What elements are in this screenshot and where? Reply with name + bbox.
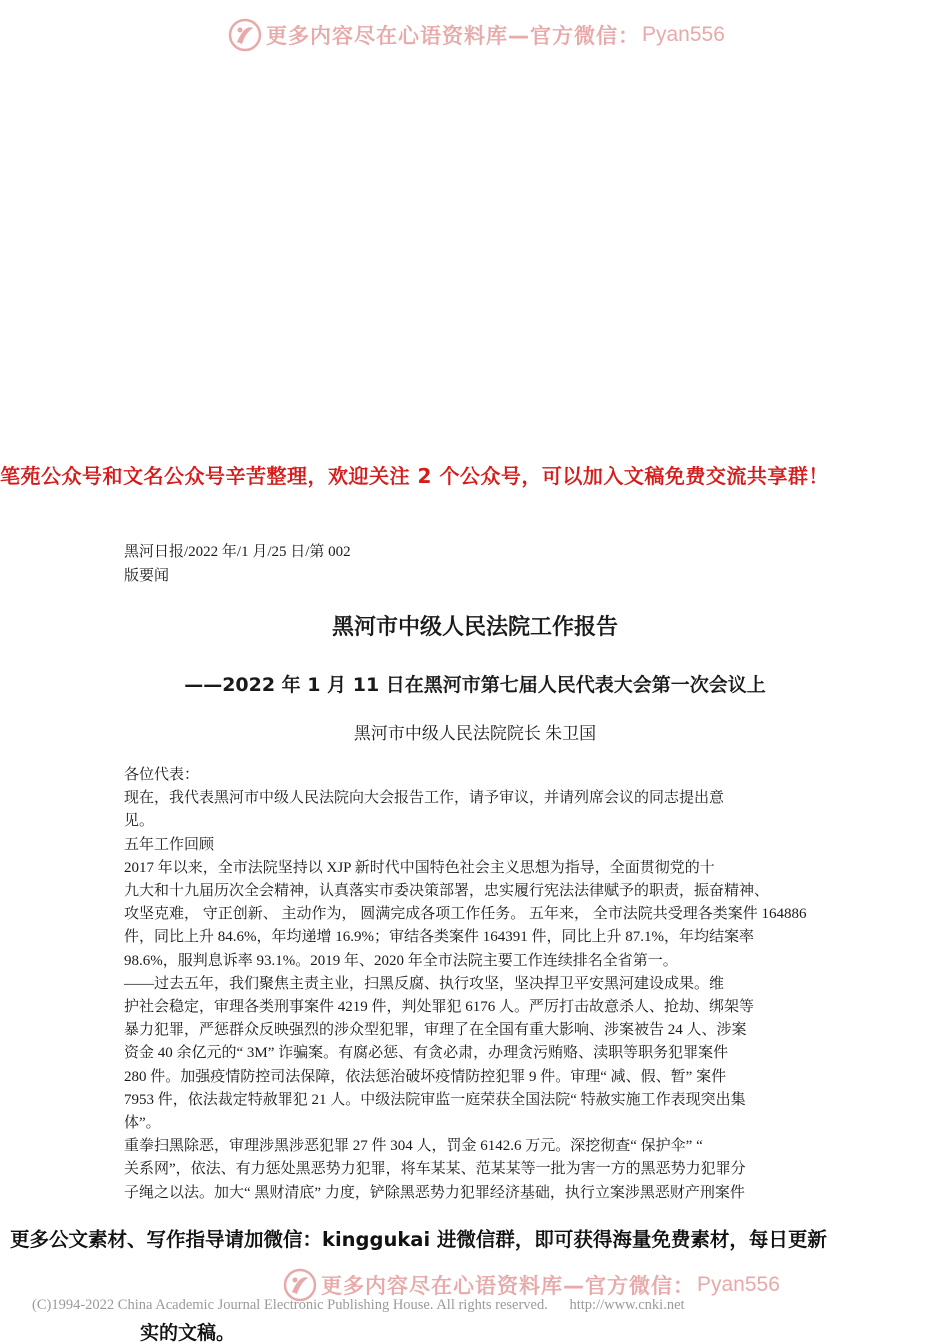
body-line: 资金 40 余亿元的“ 3M” 诈骗案。有腐必惩、有贪必肃，办理贪污贿赂、渎职等职务犯罪案件 bbox=[124, 1045, 729, 1062]
watermark-top bbox=[228, 18, 725, 52]
body-line: 重拳扫黑除恶，审理涉黑涉恶犯罪 27 件 304 人，罚金 6142.6 万元。深挖彻查“ 保护伞” “ bbox=[124, 1138, 703, 1155]
copyright-url: http://www.cnki.net bbox=[569, 1297, 685, 1313]
body-line: ——过去五年，我们聚焦主责主业，扫黑反腐、执行攻坚，坚决捍卫平安黑河建设成果。维 bbox=[124, 975, 725, 992]
promo-banner-bottom: 更多公文素材、写作指导请加微信：kinggukai 进微信群，即可获得海量免费素材，每日更新 bbox=[0, 1224, 950, 1260]
cut-off-text: 实的文稿。 bbox=[140, 1322, 236, 1344]
source-line-1: 黑河日报/2022 年/1 月/25 日/第 002 bbox=[124, 544, 351, 560]
copyright-text: (C)1994-2022 China Academic Journal Electronic Publishing House. All rights reserved. bbox=[32, 1297, 548, 1313]
body-line: 现在，我代表黑河市中级人民法院向大会报告工作，请予审议，并请列席会议的同志提出意 bbox=[124, 790, 725, 807]
report-body bbox=[124, 764, 844, 1205]
body-line: 九大和十九届历次全会精神，认真落实市委决策部署，忠实履行宪法法律赋予的职责，振奋精神、 bbox=[124, 883, 770, 900]
author-line: 黑河市中级人民法院院长 朱卫国 bbox=[353, 724, 597, 743]
body-line: 7953 件，依法裁定特赦罪犯 21 人。中级法院审监一庭荣获全国法院“ 特赦实施工作表现突出集 bbox=[124, 1091, 746, 1108]
source-line-2: 版要闻 bbox=[124, 568, 170, 584]
body-line: 98.6%，服判息诉率 93.1%。2019 年、2020 年全市法院主要工作连续排名全省第一。 bbox=[124, 952, 678, 969]
watermark-wechat-id: Pyan556 bbox=[697, 1273, 780, 1296]
body-line: 件，同比上升 84.6%，年均递增 16.9%；审结各类案件 164391 件，同比上升 87.1%，年均结案率 bbox=[124, 929, 754, 946]
page-subtitle: ——2022 年 1 月 11 日在黑河市第七届人民代表大会第一次会议上 bbox=[184, 674, 766, 696]
body-line: 280 件。加强疫情防控司法保障，依法惩治破坏疫情防控犯罪 9 件。审理“ 减、假、暂” 案件 bbox=[124, 1068, 727, 1085]
promo-banner-top: 笔苑公众号和文名公众号辛苦整理，欢迎关注 2 个公众号，可以加入文稿免费交流共享群！ bbox=[0, 464, 829, 488]
body-line: 体”。 bbox=[124, 1115, 161, 1132]
body-line: 暴力犯罪，严惩群众反映强烈的涉众型犯罪，审理了在全国有重大影响、涉案被告 24 人、涉案 bbox=[124, 1022, 747, 1039]
copyright-footer bbox=[32, 1297, 685, 1314]
body-line: 关系网”，依法、有力惩处黑恶势力犯罪，将车某某、范某某等一批为害一方的黑恶势力犯罪分 bbox=[124, 1161, 746, 1178]
watermark-text: 更多内容尽在心语资料库—官方微信： bbox=[266, 24, 640, 48]
body-line: 攻坚克难， 守正创新、 主动作为， 圆满完成各项工作任务。 五年来， 全市法院共受理各类案件 164886 bbox=[124, 906, 807, 923]
body-line: 子绳之以法。加大“ 黑财清底” 力度，铲除黑恶势力犯罪经济基础，执行立案涉黑恶财产刑案件 bbox=[124, 1184, 745, 1201]
watermark-wechat-id: Pyan556 bbox=[642, 23, 725, 46]
body-line: 各位代表： bbox=[124, 767, 200, 783]
watermark-text: 更多内容尽在心语资料库—官方微信： bbox=[321, 1274, 695, 1298]
body-line: 见。 bbox=[124, 813, 155, 830]
body-line: 2017 年以来，全市法院坚持以 XJP 新时代中国特色社会主义思想为指导，全面贯彻党的十 bbox=[124, 859, 715, 876]
page-title: 黑河市中级人民法院工作报告 bbox=[331, 615, 618, 640]
body-line: 护社会稳定，审理各类刑事案件 4219 件，判处罪犯 6176 人。严厉打击故意杀人、抢劫、绑架等 bbox=[124, 999, 755, 1016]
body-line: 五年工作回顾 bbox=[124, 836, 215, 853]
source-line bbox=[124, 540, 351, 588]
watermark-seal-icon bbox=[228, 18, 262, 52]
